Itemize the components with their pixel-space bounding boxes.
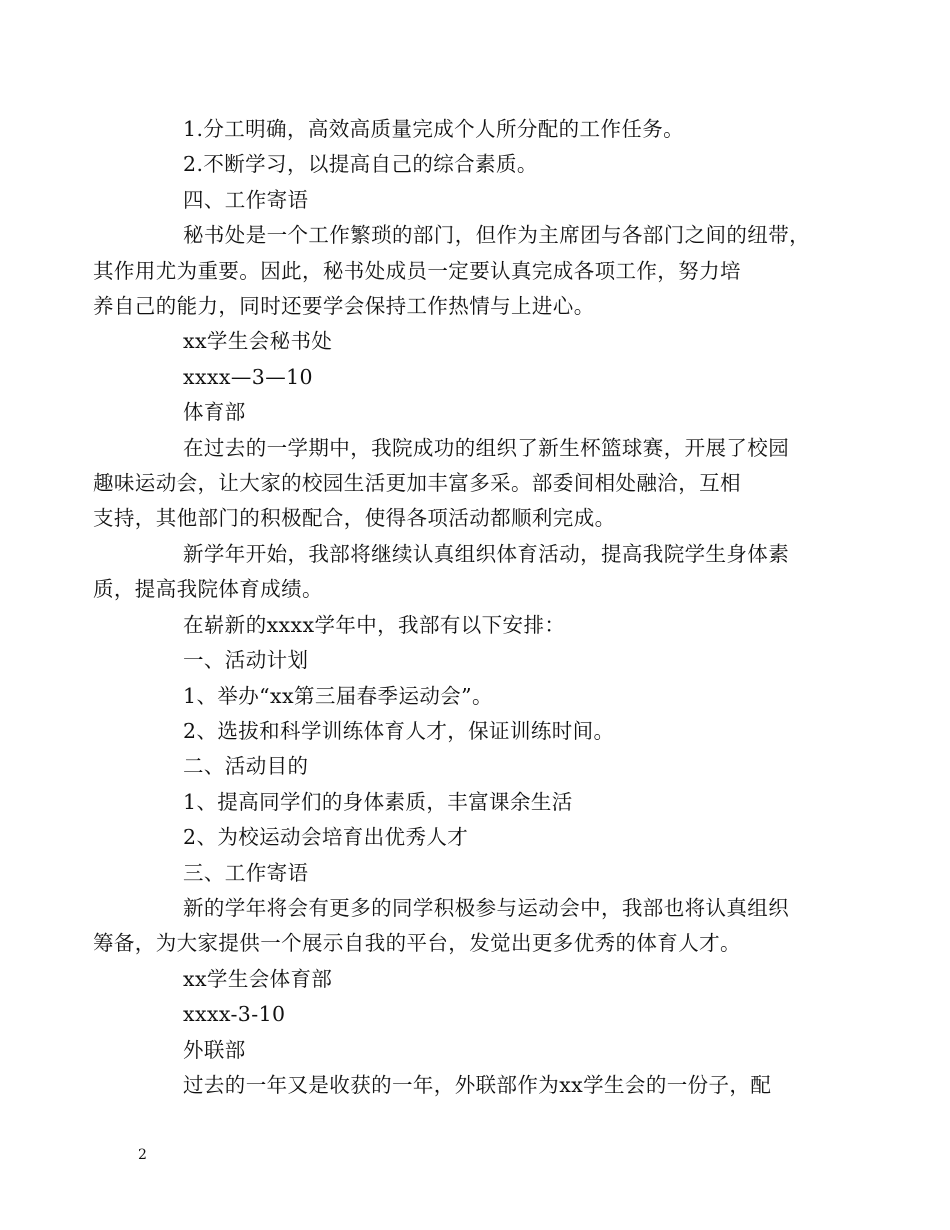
text-line: 2.不断学习，以提高自己的综合素质。 [183, 152, 538, 177]
text-line: 在崭新的xxxx学年中，我部有以下安排： [183, 612, 566, 637]
text-line: 2、为校运动会培育出优秀人才 [183, 825, 469, 850]
paragraph-sports-new-year [93, 537, 828, 608]
signature-sports-dept [138, 962, 828, 997]
paragraph-continuous-learning [138, 147, 828, 182]
text-line: 四、工作寄语 [183, 187, 309, 212]
list-item-spring-games [138, 679, 828, 714]
text-line: xxxx-3-10 [183, 1002, 286, 1027]
paragraph-secretariat-message [93, 218, 828, 324]
text-line: 1.分工明确，高效高质量完成个人所分配的工作任务。 [183, 117, 685, 141]
list-item-fitness [138, 785, 828, 820]
text-line: 新学年开始，我部将继续认真组织体育活动，提高我院学生身体素 [183, 541, 790, 566]
text-line: 2、选拔和科学训练体育人才，保证训练时间。 [183, 718, 615, 743]
section-heading-work-message [138, 183, 828, 218]
signature-secretariat [138, 324, 828, 359]
text-line: 外联部 [183, 1037, 246, 1062]
text-line: 支持，其他部门的积极配合，使得各项活动都顺利完成。 [93, 506, 616, 531]
text-line: 趣味运动会，让大家的校园生活更加丰富多采。部委间相处融洽，互相 [93, 471, 741, 496]
text-line: 秘书处是一个工作繁琐的部门，但作为主席团与各部门之间的纽带， [183, 223, 810, 248]
paragraph-external-review [138, 1068, 828, 1103]
text-line: 过去的一年又是收获的一年，外联部作为xx学生会的一份子，配 [183, 1072, 772, 1097]
text-line: 1、提高同学们的身体素质，丰富课余生活 [183, 789, 573, 814]
text-line: 质，提高我院体育成绩。 [93, 577, 323, 602]
text-line: 1、举办“xx第三届春季运动会”。 [183, 683, 493, 708]
text-line: 新的学年将会有更多的同学积极参与运动会中，我部也将认真组织 [183, 895, 790, 920]
section-heading-sports-message [138, 856, 828, 891]
paragraph-sports-message [93, 891, 828, 962]
section-title-external-dept [138, 1033, 828, 1068]
date-secretariat [138, 360, 828, 395]
section-heading-activity-plan [138, 643, 828, 678]
text-line: xx学生会体育部 [183, 966, 333, 991]
paragraph-sports-review [93, 431, 828, 537]
section-title-sports-dept [138, 395, 828, 430]
text-line: xxxx—3—10 [183, 364, 313, 389]
text-line: 其作用尤为重要。因此，秘书处成员一定要认真完成各项工作，努力培 [93, 258, 741, 283]
page-number: 2 [138, 1147, 147, 1163]
text-line: 在过去的一学期中，我院成功的组织了新生杯篮球赛，开展了校园 [183, 435, 790, 460]
paragraph-task-division [138, 112, 828, 147]
list-item-talent [138, 820, 828, 855]
text-line: 体育部 [183, 400, 246, 425]
date-sports-dept [138, 997, 828, 1032]
text-line: 养自己的能力，同时还要学会保持工作热情与上进心。 [93, 294, 595, 319]
list-item-training [138, 714, 828, 749]
section-heading-activity-purpose [138, 749, 828, 784]
paragraph-sports-arrangements [138, 608, 828, 643]
text-line: 二、活动目的 [183, 754, 309, 779]
text-line: xx学生会秘书处 [183, 329, 333, 354]
text-line: 三、工作寄语 [183, 860, 309, 885]
text-line: 一、活动计划 [183, 648, 309, 673]
text-line: 筹备，为大家提供一个展示自我的平台，发觉出更多优秀的体育人才。 [93, 931, 741, 956]
document-body [93, 112, 828, 1103]
